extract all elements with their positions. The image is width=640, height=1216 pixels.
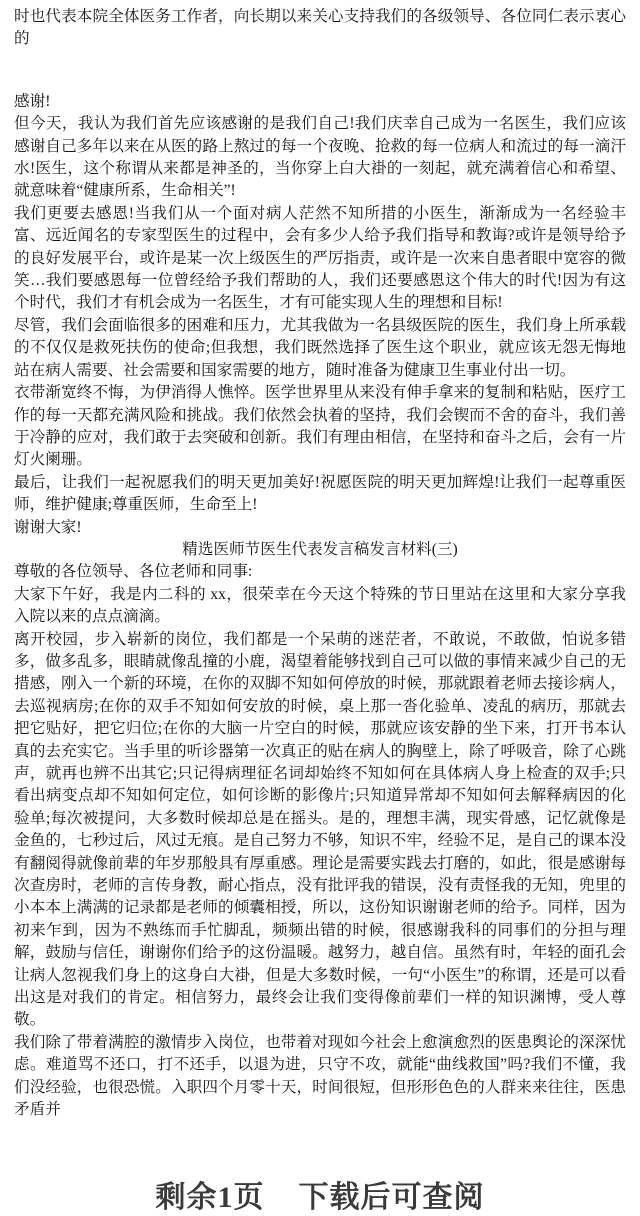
- paragraph: 我们更要去感恩!当我们从一个面对病人茫然不知所措的小医生，渐渐成为一名经验丰富、远近闻名的专家型医生的过程中，会有多少人给予我们指导和教诲?或许是领导给予的良好发展平台，或许是某一次上级医生的严厉指责，或许是一次来自患者眼中宽容的微笑…我们要感恩每一位曾经给予我们帮助的人，我们还要感恩这个伟大的时代!因为有这个时代，我们才有机会成为一名医生，才有可能实现人生的理想和目标!: [14, 204, 626, 312]
- paragraph: 衣带渐宽终不悔，为伊消得人憔悴。医学世界里从来没有伸手拿来的复制和粘贴，医疗工作的每一天都充满风险和挑战。我们依然会执着的坚持，我们会锲而不舍的奋斗，我们善于冷静的应对，我们敢于去突破和创新。我们有理由相信，在坚持和奋斗之后，会有一片灯火阑珊。: [14, 384, 626, 469]
- paragraph-continuation: 时也代表本院全体医务工作者，向长期以来关心支持我们的各级领导、各位同仁表示衷心的: [14, 8, 626, 48]
- pages-remaining-label: 剩余1页: [155, 1180, 265, 1214]
- download-hint-label: 下载后可查阅: [298, 1180, 485, 1214]
- section-heading: 精选医师节医生代表发言稿发言材料(三): [182, 540, 458, 558]
- paragraph-truncated: 我们除了带着满腔的激情步入岗位，也带着对现如今社会上愈演愈烈的医患舆论的深深忧虑。难道骂不还口，打不还手，以退为进，只守不攻，就能“曲线救国”吗?我们不懂，我们没经验，也很恐慌。入职四个月零十天，时间很短，但形形色色的人群来来往往，医患矛盾并: [14, 1033, 626, 1119]
- salutation: 尊敬的各位领导、各位老师和同事:: [14, 563, 253, 581]
- paragraph-intro: 大家下午好，我是内二科的 xx，很荣幸在今天这个特殊的节日里站在这里和大家分享我入院以来的点点滴滴。: [14, 585, 626, 626]
- paragraph: 但今天，我认为我们首先应该感谢的是我们自己!我们庆幸自己成为一名医生，我们应该感谢自己多年以来在从医的路上熬过的每一个夜晚、抢救的每一位病人和流过的每一滴汗水!医生，这个称谓从来都是神圣的，当你穿上白大褂的一刻起，就充满着信心和希望、就意味着“健康所系，生命相关”!: [14, 115, 626, 200]
- paragraph-thanks: 感谢!: [14, 92, 51, 110]
- paragraph: 最后，让我们一起祝愿我们的明天更加美好!祝愿医院的明天更加辉煌!让我们一起尊重医师，维护健康;尊重医师，生命至上!: [14, 473, 626, 514]
- paragraph-closing: 谢谢大家!: [14, 518, 82, 536]
- paragraph: 尽管，我们会面临很多的困难和压力，尤其我做为一名县级医院的医生，我们身上所承载的不仅仅是救死扶伤的使命;但我想，我们既然选择了医生这个职业，就应该无怨无悔地站在病人需要、社会需要和国家需要的地方，随时准备为健康卫生事业付出一切。: [14, 316, 626, 379]
- paragraph-body: 离开校园，步入崭新的岗位，我们都是一个呆萌的迷茫者，不敢说，不敢做，怕说多错多，做多乱多，眼睛就像乱撞的小鹿，渴望着能够找到自己可以做的事情来减少自己的无措感，刚入一个新的环境，在你的双脚不知如何停放的时候，那就跟着老师去接诊病人，去巡视病房;在你的双手不知如何安放的时候，桌上那一沓化验单、凌乱的病历，那就去把它贴好，把它归位;在你的大脑一片空白的时候，那就应该安静的坐下来，打开书本认真的去充实它。当手里的听诊器第一次真正的贴在病人的胸壁上，除了呼吸音，除了心跳声，就再也辨不出其它;只记得病理征名词却始终不知如何在具体病人身上检查的双手;只看出病变点却不知如何定位，如何诊断的影像片;只知道异常却不知如何去解释病因的化验单;每次被提问，大多数时候却总是在摇头。是的，理想丰满，现实骨感，记忆就像是金鱼的，七秒过后，风过无痕。是自己努力不够，知识不牢，经验不足，是自己的课本没有翻阅得就像前辈的年岁那般具有厚重感。理论是需要实践去打磨的，如此，很是感谢每次查房时，老师的言传身教，耐心指点，没有批评我的错误，没有责怪我的无知，兜里的小本本上满满的记录都是老师的倾囊相授，所以，这份知识谢谢老师的给予。同样，因为初来乍到，因为不熟练而手忙脚乱，频频出错的时候，很感谢我科的同事们的分担与理解，鼓励与信任，谢谢你们给予的这份温暖。越努力，越自信。虽然有时，年轻的面孔会让病人忽视我们身上的这身白大褂，但是大多数时候，一句“小医生”的称谓，还是可以看出这是对我们的肯定。相信努力，最终会让我们变得像前辈们一样的知识渊博，受人尊敬。: [14, 630, 626, 1029]
- download-notice: [14, 1180, 626, 1216]
